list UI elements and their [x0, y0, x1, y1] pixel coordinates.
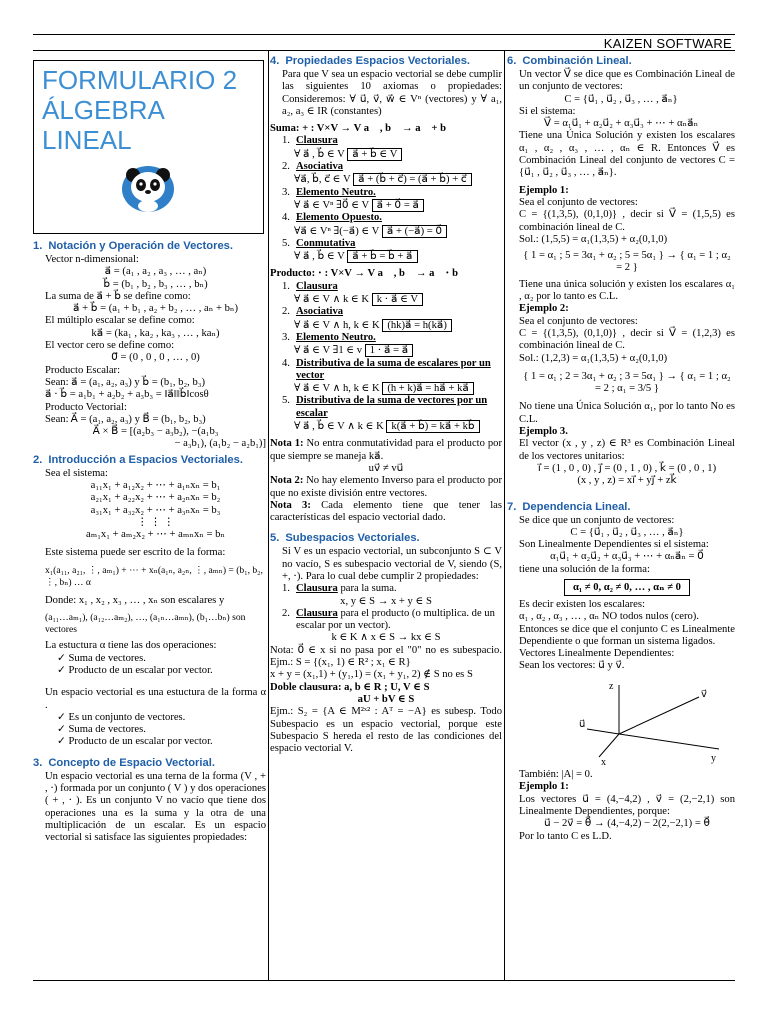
- text-line: Sean los vectores: u⃗ y v⃗.: [519, 660, 625, 672]
- formula: C = {u⃗₁ , u⃗₂ , u⃗₃ , … , a⃗ₙ}: [570, 526, 684, 538]
- brand-label: KAIZEN SOFTWARE: [603, 36, 732, 51]
- formula: Sol.: (1,2,3) = α₁(1,3,5) + α₂(0,1,0): [519, 352, 668, 364]
- property-name: 3. Elemento Neutro.: [270, 187, 502, 199]
- list-item: 1. Clausura para la suma.: [270, 583, 502, 595]
- formula-box: k ⋅ a⃗ ∈ V: [372, 293, 423, 306]
- formula: A⃗ × B⃗ = [(a₂b₃ − a₃b₂), −(a₁b₃: [92, 426, 219, 438]
- section-heading: 3. Concepto de Espacio Vectorial.: [33, 756, 215, 769]
- section-body: [33, 468, 266, 749]
- formula: Sol.: (1,5,5) = α₁(1,3,5) + α₂(0,1,0): [519, 233, 668, 245]
- section-heading: 5. Subespacios Vectoriales.: [270, 532, 420, 545]
- formula: a₃₁x₁ + a₃₂x₂ + ⋯ + a₃ₙxₙ = b₃: [90, 504, 221, 516]
- formula: C = {u⃗₁ , u⃗₂ , u⃗₃ , … , a⃗ₙ}: [564, 93, 678, 105]
- formula: a₂₁x₁ + a₂₂x₂ + ⋯ + a₂ₙxₙ = b₂: [90, 492, 221, 504]
- list-item: 2. Clausura para el producto (o multiplica. de un escalar por un vector).: [270, 608, 502, 633]
- operation-heading: Producto: ⋅ : V×V → V a⃗ , b⃗ → a⃗ ⋅ b⃗: [270, 268, 467, 280]
- text-line: C = {(1,3,5), (0,1,0)} , decir si V⃗ = (1,2,3) es combinación lineal de C.: [519, 327, 735, 352]
- check-item: ✓ Es un conjunto de vectores.: [57, 711, 186, 723]
- paragraph: Tiene una Única Solución y existen los escalares α₁ , α₂ , α₃ , … , αₙ ∈ R. Entonces V⃗ es Combinación Lineal del conjunto de vectores C = {u⃗₁ , u⃗₂ , u⃗₃ , … , a⃗ₙ}.: [519, 130, 735, 179]
- example-label: Ejemplo 3.: [519, 426, 568, 438]
- formula-box: a⃗ + (b⃗ + c⃗) = (a⃗ + b⃗) + c⃗: [353, 173, 472, 186]
- note: Nota 3: Cada elemento tiene que tener las características del espacio vectorial dado.: [270, 499, 502, 524]
- property-formula: ∀a⃗ ∈ Vⁿ ∃(−a⃗) ∈ V a⃗ + (−a⃗) = 0⃗: [270, 225, 502, 238]
- property-name: 2. Asociativa: [270, 161, 502, 173]
- formula: aₘ₁x₁ + aₘ₂x₂ + ⋯ + aₘₙxₙ = bₙ: [86, 529, 225, 541]
- property-formula: ∀a⃗, b⃗, c⃗ ∈ V a⃗ + (b⃗ + c⃗) = (a⃗ + b⃗) + c⃗: [270, 173, 502, 186]
- example-label: Ejemplo 1:: [519, 184, 569, 196]
- formula: i⃗ = (1 , 0 , 0) , j⃗ = (0 , 1 , 0) , k⃗ = (0 , 0 , 1): [537, 462, 717, 474]
- paragraph: Un espacio vectorial es una terna de la forma (V , + , ⋅) formada por un conjunto ( V ) y dos operaciones ( + , ⋅ ). Es un conjunto V no vacío que tiene dos operaciones una es la suma y la otra de una multiplicación de un escalar. Es un espacio vectorial si satisface las siguientes propiedades:: [45, 770, 266, 844]
- example-label: Ejemplo 2:: [519, 303, 569, 315]
- formula: a⃗ + b⃗ = (a₁ + b₁ , a₂ + b₂ , … , aₙ + bₙ): [73, 303, 238, 315]
- column-divider: [268, 50, 269, 980]
- axis-label: y: [711, 752, 716, 764]
- note: Nota 2: No hay elemento Inverso para el producto por que no existe división entre vectores.: [270, 475, 502, 499]
- section-heading: 6. Combinación Lineal.: [507, 55, 632, 67]
- text-line: El vector (x , y , z) ∈ R³ es Combinación Lineal de los vectores unitarios:: [519, 438, 735, 462]
- formula: (a₁₁…aₘ₁), (a₁₂…aₘ₂), …, (a₁ₙ…aₘₙ), (b₁…bₙ) son vectores: [45, 611, 246, 636]
- property-formula: ∀ a⃗ ∈ V ∧ h, k ∈ K (h + k)a⃗ = ha⃗ + ka⃗: [270, 382, 502, 395]
- property-name: 5. Conmutativa: [270, 238, 502, 250]
- formula: ⋮ ⋮ ⋮: [136, 516, 175, 528]
- formula: − a₃b₁), (a₁b₂ − a₂b₁)]: [174, 438, 266, 450]
- formula-box: a⃗ + b⃗ ∈ V: [347, 148, 402, 161]
- example-body: [507, 316, 735, 426]
- property-name: 4. Distributiva de la suma de escalares por un vector: [270, 358, 502, 383]
- paragraph: Para que V sea un espacio vectorial se debe cumplir las siguientes 10 axiomas o propiedades: Consideremos: ∀ u⃗, v⃗, w⃗ ∈ Vⁿ (vectores) y ∀ a₁, a₂, a₃ ∈ IR (constantes): [282, 69, 502, 117]
- operation-heading: Suma: + : V×V → V a⃗ , b⃗ → a⃗ + b⃗: [270, 123, 455, 135]
- text-line: Un espacio vectorial es una estuctura de la forma α .: [45, 687, 266, 711]
- formula-box: k(a⃗ + b⃗) = ka⃗ + kb⃗: [386, 420, 479, 433]
- formula: uv⃗ ≠ vu⃗: [368, 462, 404, 474]
- text-line: α₁ , α₂ , α₃ , … , αₙ NO todos nulos (cero).: [519, 611, 699, 623]
- paragraph: Ejm.: S₂ = {A ∈ M²ˣ² : Aᵀ = −A} es subesp. Todo Subespacio es un espacio vectorial, porque este Subespacio S hereda el resto de las condiciones del espacio vectorial V.: [270, 706, 502, 755]
- check-item: ✓ Producto de un escalar por vector.: [57, 664, 213, 676]
- text-line: Son Linealmente Dependientes si el sistema:: [519, 539, 709, 551]
- check-item: ✓ Suma de vectores.: [57, 724, 146, 736]
- formula-box: α₁ ≠ 0, α₂ ≠ 0, … , αₙ ≠ 0: [564, 579, 690, 596]
- column-3: [507, 52, 735, 980]
- axis-label: z: [609, 680, 614, 692]
- text-line: C = {(1,3,5), (0,1,0)} , decir si V⃗ = (1,5,5) es combinación lineal de C.: [519, 209, 735, 233]
- section-heading: 1. Notación y Operación de Vectores.: [33, 240, 233, 252]
- note: Nota 1: No entra conmutatividad para el producto por que siempre se maneja ka⃗.: [270, 438, 502, 462]
- text-line: El múltiplo escalar se define como:: [45, 315, 195, 327]
- text-line: tiene una solución de la forma:: [519, 563, 650, 575]
- text-line: Los vectores u⃗ = (4,−4,2) , v⃗ = (2,−2,1) son Linealmente Dependientes, porque:: [519, 793, 735, 817]
- formula-box: (hk)a⃗ = h(ka⃗): [382, 319, 452, 332]
- text-line: Entonces se dice que el conjunto C es Linealmente Dependiente o que forman un sistema ligados.: [519, 623, 735, 647]
- bottom-rule: [33, 980, 735, 981]
- section-body: [507, 515, 735, 843]
- formula: b⃗ = (b₁ , b₂ , b₃ , … , bₙ): [103, 278, 208, 290]
- section-heading: 4. Propiedades Espacios Vectoriales.: [270, 55, 471, 67]
- top-rule: [33, 34, 735, 35]
- formula: Sean: A⃗ = (a₁, a₂, a₃) y B⃗ = (b₁, b₂, b₃): [45, 413, 206, 425]
- text-line: Doble clausura: a, b ∈ R ; U, V ∈ S: [270, 681, 430, 693]
- formula-box: a⃗ + b⃗ = b⃗ + a⃗: [347, 250, 417, 263]
- column-2: [270, 52, 502, 980]
- property-name: 3. Elemento Neutro.: [270, 332, 502, 344]
- paragraph: Un vector V⃗ se dice que es Combinación Lineal de un conjunto de vectores:: [519, 69, 735, 93]
- text-line: Sea el sistema:: [45, 467, 108, 479]
- formula: a⃗ = (a₁ , a₂ , a₃ , … , aₙ): [104, 266, 207, 278]
- axis-label: x: [601, 756, 606, 765]
- text-line: También: |A| = 0.: [519, 769, 593, 781]
- property-formula: ∀ a⃗ , b⃗ ∈ V a⃗ + b⃗ = b⃗ + a⃗: [270, 250, 502, 263]
- formula: V⃗ = α₁u⃗₁ + α₂u⃗₂ + α₃u⃗₃ + ⋯ + αₙa⃗ₙ: [543, 118, 699, 130]
- text-line: No tiene una Única Solución α₁, por lo tanto No es C.L.: [519, 401, 735, 425]
- formula: Sean: a⃗ = (a₁, a₂, a₃) y b⃗ = (b₁, b₂, b₃): [45, 376, 205, 388]
- note: Nota: 0⃗ ∈ x si no pasa por el "0" no es subespacio. Ejm.: S = {(x₁, 1) ∈ R² ; x₁ ∈ R}: [270, 644, 502, 669]
- section-body: [33, 254, 266, 451]
- text-line: Producto Vectorial:: [45, 401, 127, 413]
- title-box: [33, 60, 264, 234]
- property-formula: ∀ a⃗ , b⃗ ∈ V a⃗ + b⃗ ∈ V: [270, 148, 502, 161]
- property-name: 1. Clausura: [270, 281, 502, 293]
- check-item: ✓ Producto de un escalar por vector.: [57, 736, 213, 748]
- formula-box: a⃗ + (−a⃗) = 0⃗: [382, 225, 447, 238]
- example-body: [507, 197, 735, 303]
- section-heading: 2. Introducción a Espacios Vectoriales.: [33, 453, 243, 466]
- title-line: FORMULARIO 2: [42, 65, 238, 95]
- property-name: 5. Distributiva de la suma de vectores por un escalar: [270, 395, 502, 420]
- property-list: [270, 281, 502, 434]
- vector-axes-diagram: [579, 679, 729, 765]
- text-line: El vector cero se define como:: [45, 340, 175, 352]
- property-name: 2. Asociativa: [270, 306, 502, 318]
- check-item: ✓ Suma de vectores.: [57, 652, 146, 664]
- example-label: Ejemplo 1:: [519, 781, 569, 793]
- text-line: La estuctura α tiene las dos operaciones:: [45, 640, 217, 652]
- property-formula: ∀ a⃗ ∈ V ∃1 ∈ v 1 ⋅ a⃗ = a⃗: [270, 344, 502, 357]
- formula: 0⃗ = (0 , 0 , 0 , … , 0): [111, 352, 200, 364]
- property-name: 1. Clausura: [270, 135, 502, 147]
- formula: k ∈ K ∧ x ∈ S → kx ∈ S: [331, 632, 441, 644]
- formula: α₁u⃗₁ + α₂u⃗₂ + α₃u⃗₃ + ⋯ + αₙa⃗ₙ = 0⃗: [550, 551, 704, 563]
- formula: a⃗ ⋅ b⃗ = a₁b₁ + a₂b₂ + a₃b₃ = ‖a⃗‖‖b⃗‖cosθ: [45, 389, 209, 401]
- property-formula: ∀ a⃗ , b⃗ ∈ V ∧ k ∈ K k(a⃗ + b⃗) = ka⃗ + kb⃗: [270, 420, 502, 433]
- axis-label: u⃗: [579, 718, 586, 730]
- text-line: Vectores Linealmente Dependientes:: [519, 648, 675, 660]
- formula: u⃗ − 2v⃗ = θ⃗ → (4,−4,2) − 2(2,−2,1) = θ⃗: [544, 818, 710, 830]
- text-line: Sea el conjunto de vectores:: [519, 196, 638, 208]
- text-line: Este sistema puede ser escrito de la forma:: [45, 546, 226, 558]
- text-line: Si el sistema:: [519, 105, 576, 117]
- text-line: Tiene una única solución y existen los escalares α₁ , α₂ por lo tanto es C.L.: [519, 278, 735, 303]
- property-formula: ∀ a⃗ ∈ Vⁿ ∃0⃗ ∈ V a⃗ + 0⃗ = a⃗: [270, 199, 502, 212]
- column-1: [33, 52, 266, 980]
- text-line: Por lo tanto C es L.D.: [519, 830, 612, 842]
- formula: (x , y , z) = xi⃗ + yj⃗ + zk⃗: [577, 475, 677, 487]
- property-list: [270, 135, 502, 263]
- title-line: LINEAL: [42, 125, 132, 155]
- formula: { 1 = α₁ ; 5 = 3α₁ + α₂ ; 5 = 5α₁ } → { α₁ = 1 ; α₂ = 2 }: [523, 250, 731, 274]
- formula: x₁(a₁₁, a₂₁, ⋮, aₘ₁) + ⋯ + xₙ(a₁ₙ, a₂ₙ, ⋮, aₘₙ) = (b₁, b₂, ⋮, bₙ) … α: [45, 564, 263, 589]
- text-line: Se dice que un conjunto de vectores:: [519, 514, 675, 526]
- formula: x, y ∈ S → x + y ∈ S: [340, 595, 432, 607]
- property-formula: ∀ a⃗ ∈ V ∧ h, k ∈ K (hk)a⃗ = h(ka⃗): [270, 319, 502, 332]
- text-line: Donde: x₁ , x₂ , x₃ , … , xₙ son escalares y: [45, 595, 225, 607]
- formula: ka⃗ = (ka₁ , ka₂ , ka₃ , … , kaₙ): [91, 327, 220, 339]
- header-rule: [33, 50, 735, 51]
- formula: x + y = (x₁,1) + (y₁,1) = (x₁ + y₁, 2) ∉ S no es S: [270, 669, 473, 681]
- formula: { 1 = α₁ ; 2 = 3α₁ + α₂ ; 3 = 5α₁ } → { α₁ = 1 ; α₂ = 2 ; α₁ = 3/5 }: [523, 370, 731, 395]
- property-formula: ∀ a⃗ ∈ V ∧ k ∈ K k ⋅ a⃗ ∈ V: [270, 293, 502, 306]
- formula-box: 1 ⋅ a⃗ = a⃗: [365, 344, 413, 357]
- text-line: La suma de a⃗ + b⃗ se define como:: [45, 290, 191, 302]
- text-line: Producto Escalar:: [45, 364, 121, 376]
- property-name: 4. Elemento Opuesto.: [270, 212, 502, 224]
- axis-label: v⃗: [701, 688, 707, 700]
- example-body: [507, 438, 735, 487]
- formula-box: (h + k)a⃗ = ha⃗ + ka⃗: [382, 382, 474, 395]
- panda-logo-icon: [120, 161, 176, 213]
- formula-box: a⃗ + 0⃗ = a⃗: [372, 199, 424, 212]
- text-line: Es decir existen los escalares:: [519, 598, 645, 610]
- text-line: Vector n-dimensional:: [45, 254, 139, 265]
- title-line: ÁLGEBRA: [42, 95, 165, 125]
- paragraph: Si V es un espacio vectorial, un subconjunto S ⊂ V no vacío, S es subespacio vectorial de V, siendo (S, +, ⋅). Para lo cual debe cumplir 2 propiedades:: [282, 546, 502, 582]
- column-divider: [504, 50, 505, 980]
- formula: aU + bV ∈ S: [357, 693, 415, 705]
- text-line: Sea el conjunto de vectores:: [519, 315, 638, 327]
- section-heading: 7. Dependencia Lineal.: [507, 500, 631, 513]
- formula: a₁₁x₁ + a₁₂x₂ + ⋯ + a₁ₙxₙ = b₁: [90, 480, 221, 492]
